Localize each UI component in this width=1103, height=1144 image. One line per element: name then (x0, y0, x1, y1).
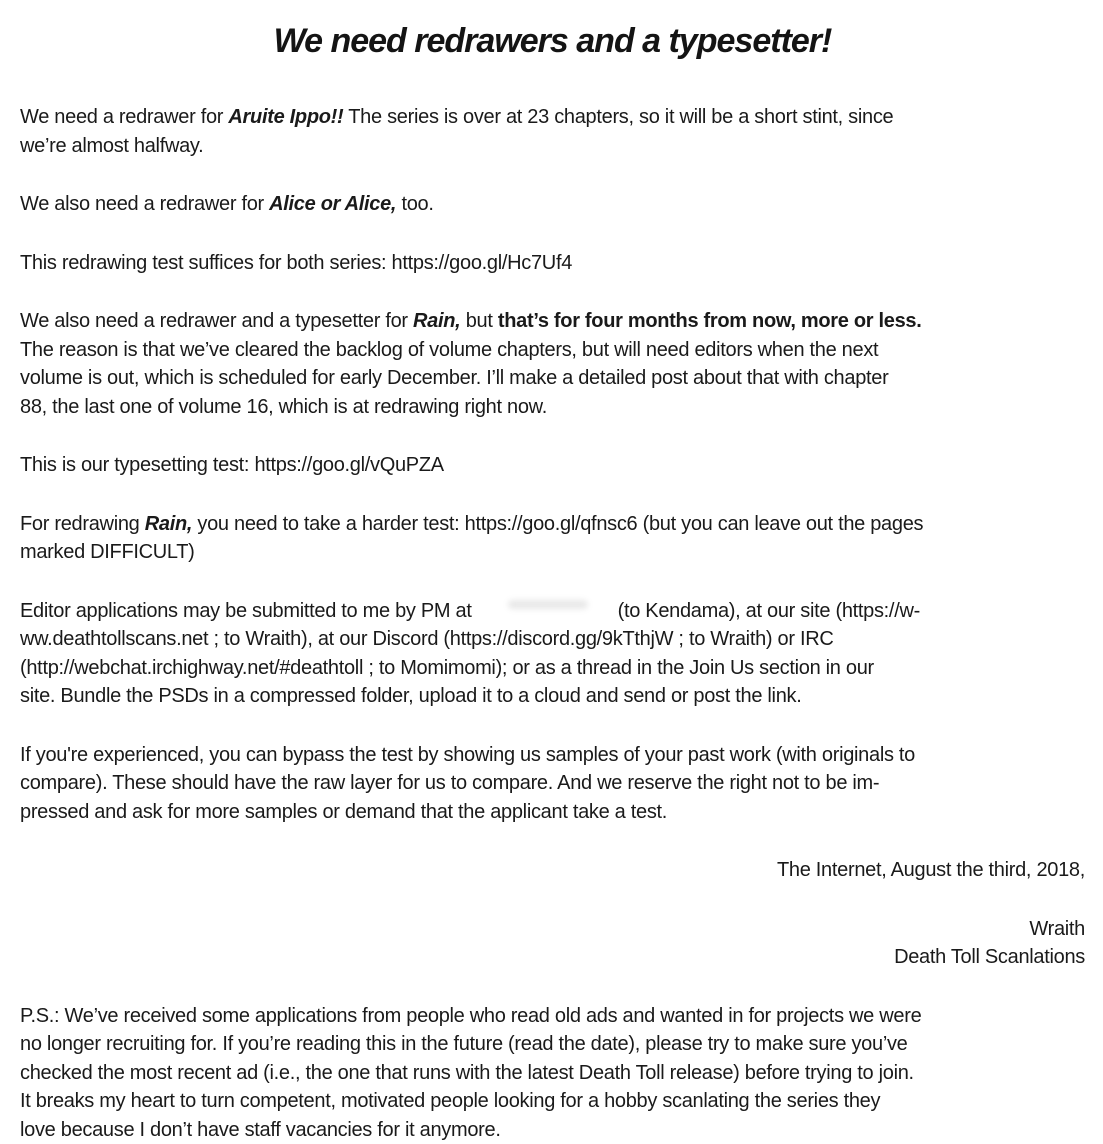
text-line (20, 597, 1085, 626)
text-line: 88, the last one of volume 16, which is at redrawing right now. (20, 393, 1085, 422)
bold-emphasis-four-months: that’s for four months from now, more or less. (498, 310, 922, 332)
body-text: We need a redrawer for (20, 106, 228, 128)
text-line: The Internet, August the third, 2018, (20, 856, 1085, 885)
body-text: We also need a redrawer and a typesetter for (20, 310, 413, 332)
body-text: We also need a redrawer for (20, 193, 269, 215)
redrawing-test-url-line: This redrawing test suffices for both series: https://goo.gl/Hc7Uf4 (20, 249, 1085, 278)
paragraph-typesetting-test (20, 451, 1085, 480)
text-line (20, 510, 1085, 539)
paragraph-rain-harder-test (20, 510, 1085, 567)
paragraph-rain (20, 307, 1085, 421)
text-line: pressed and ask for more samples or demand that the applicant take a test. (20, 798, 1085, 827)
text-line: It breaks my heart to turn competent, motivated people looking for a hobby scanlating the series they (20, 1087, 1085, 1116)
signature-block (20, 915, 1085, 972)
text-line: love because I don’t have staff vacancies for it anymore. (20, 1116, 1085, 1144)
paragraph-redrawing-test (20, 249, 1085, 278)
text-line: The reason is that we’ve cleared the backlog of volume chapters, but will need editors when the next (20, 336, 1085, 365)
erased-text-smudge (508, 600, 588, 609)
redacted-email (472, 603, 618, 617)
series-title-alice: Alice or Alice, (269, 193, 396, 215)
text-line: volume is out, which is scheduled for early December. I’ll make a detailed post about that with chapter (20, 364, 1085, 393)
text-line (20, 190, 1085, 219)
text-line: marked DIFFICULT) (20, 538, 1085, 567)
body-text: too. (396, 193, 433, 215)
body-text: The series is over at 23 chapters, so it will be a short stint, since (343, 106, 893, 128)
body-text: but (460, 310, 497, 332)
date-line (20, 856, 1085, 885)
body-text: (to Kendama), at our site (https://w- (618, 600, 920, 622)
page-title: We need redrawers and a typesetter! (20, 22, 1085, 60)
text-line: site. Bundle the PSDs in a compressed folder, upload it to a cloud and send or post the link. (20, 682, 1085, 711)
text-line (20, 307, 1085, 336)
text-line: no longer recruiting for. If you’re reading this in the future (read the date), please try to make sure you’ve (20, 1030, 1085, 1059)
text-line (20, 103, 1085, 132)
text-line: (http://webchat.irchighway.net/#deathtoll ; to Momimomi); or as a thread in the Join Us section in our (20, 654, 1085, 683)
paragraph-aruite-ippo (20, 103, 1085, 160)
series-title-rain: Rain, (145, 513, 192, 535)
text-line: compare). These should have the raw layer for us to compare. And we reserve the right not to be im- (20, 769, 1085, 798)
typesetting-test-url-line: This is our typesetting test: https://goo.gl/vQuPZA (20, 451, 1085, 480)
signature-group: Death Toll Scanlations (20, 943, 1085, 972)
body-text: For redrawing (20, 513, 145, 535)
paragraph-applications (20, 597, 1085, 711)
text-line: P.S.: We’ve received some applications from people who read old ads and wanted in for projects we were (20, 1002, 1085, 1031)
postscript (20, 1002, 1085, 1144)
series-title-rain: Rain, (413, 310, 460, 332)
paragraph-experienced-bypass (20, 741, 1085, 827)
text-line: checked the most recent ad (i.e., the one that runs with the latest Death Toll release) before trying to join. (20, 1059, 1085, 1088)
paragraph-alice (20, 190, 1085, 219)
text-line: ww.deathtollscans.net ; to Wraith), at our Discord (https://discord.gg/9kTthjW ; to Wraith) or IRC (20, 625, 1085, 654)
series-title-aruite-ippo: Aruite Ippo!! (228, 106, 343, 128)
signature-name: Wraith (20, 915, 1085, 944)
text-line: If you're experienced, you can bypass the test by showing us samples of your past work (with originals to (20, 741, 1085, 770)
body-text: Editor applications may be submitted to me by PM at (20, 600, 472, 622)
body-text: you need to take a harder test: https://goo.gl/qfnsc6 (but you can leave out the pages (192, 513, 923, 535)
text-line: we’re almost halfway. (20, 132, 1085, 161)
